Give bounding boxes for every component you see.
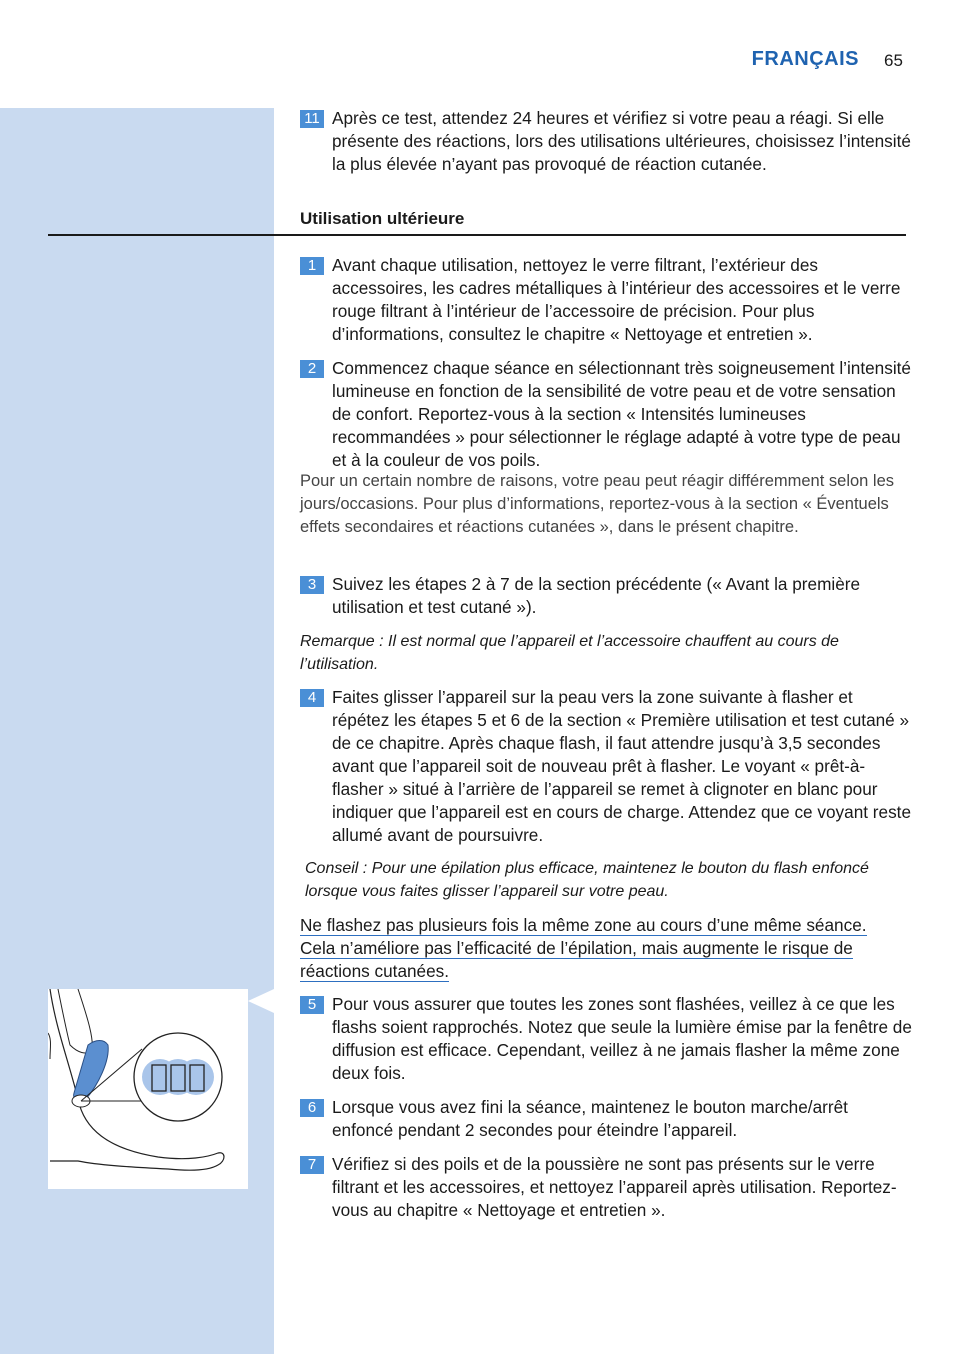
language-header: FRANÇAIS	[751, 48, 859, 70]
step-number-badge: 7	[300, 1156, 324, 1174]
step-text: Avant chaque utilisation, nettoyez le verre filtrant, l’extérieur des accessoires, les cadres métalliques à l’intérieur des accessoires et le verre rouge filtrant à l’intérieur de l’accessoire de précision. Pour plus d’informations, consultez le chapitre « Nettoyage et entretien ».	[332, 255, 901, 344]
step-1	[300, 254, 912, 346]
tip-note: Conseil : Pour une épilation plus efficace, maintenez le bouton du flash enfoncé lorsque vous faites glisser l’appareil sur votre peau.	[305, 860, 869, 900]
step-text: Après ce test, attendez 24 heures et vérifiez si votre peau a réagi. Si elle présente des réactions, lors des utilisations ultérieures, choisissez l’intensité la plus élevée n’ayant pas provoqué de réaction cutanée.	[332, 108, 911, 174]
remark-note: Remarque : Il est normal que l’appareil et l’accessoire chauffent au cours de l’utilisation.	[300, 633, 839, 673]
step-number-badge: 5	[300, 996, 324, 1014]
warning-line: réactions cutanées.	[300, 961, 450, 981]
step-number-badge: 3	[300, 576, 324, 594]
step-text: Commencez chaque séance en sélectionnant très soigneusement l’intensité lumineuse en fonction de la sensibilité de votre peau et de votre sensation de confort. Reportez-vous à la section « Intensités lumineuses recommandées » pour sélectionner le réglage adapté à votre type de peau et à la couleur de vos poils.	[332, 358, 911, 470]
step-text: Faites glisser l’appareil sur la peau vers la zone suivante à flasher et répétez les étapes 5 et 6 de la section « Première utilisation et test cutané » de ce chapitre. Après chaque flash, il faut attendre jusqu’à 3,5 secondes avant que l’appareil soit de nouveau prêt à flasher. Le voyant « prêt-à-flasher » situé à l’arrière de l’appareil se remet à clignoter en blanc pour indiquer que l’appareil est en cours de charge. Attendez que ce voyant reste allumé avant de poursuivre.	[332, 687, 912, 845]
step-text: Suivez les étapes 2 à 7 de la section précédente (« Avant la première utilisation et test cutané »).	[332, 574, 861, 617]
illustration-leg-device	[48, 989, 248, 1189]
step-number-badge: 11	[300, 110, 324, 128]
step-number-badge: 6	[300, 1099, 324, 1117]
step-7	[300, 1153, 912, 1222]
section-title: Utilisation ultérieure	[300, 209, 465, 228]
step-4	[300, 686, 912, 847]
page-number: 65	[884, 51, 903, 70]
step-text: Vérifiez si des poils et de la poussière ne sont pas présents sur le verre filtrant et les accessoires, et nettoyez l’appareil après utilisation. Reportez-vous au chapitre « Nettoyage et entretien ».	[332, 1154, 897, 1220]
step-number-badge: 2	[300, 360, 324, 378]
step-5	[300, 993, 912, 1085]
warning-line: Ne flashez pas plusieurs fois la même zone au cours d’une même séance.	[300, 915, 867, 935]
step-11	[300, 107, 912, 176]
warning-line: Cela n’améliore pas l’efficacité de l’épilation, mais augmente le risque de	[300, 938, 853, 958]
step-number-badge: 4	[300, 689, 324, 707]
step-number-badge: 1	[300, 257, 324, 275]
step-text: Lorsque vous avez fini la séance, maintenez le bouton marche/arrêt enfoncé pendant 2 secondes pour éteindre l’appareil.	[332, 1097, 848, 1140]
step-6	[300, 1096, 912, 1142]
illustration-pointer	[248, 989, 274, 1013]
step-3	[300, 573, 912, 619]
section-divider	[48, 234, 906, 236]
step-text: Pour vous assurer que toutes les zones sont flashées, veillez à ce que les flashs soient rapprochés. Notez que seule la lumière émise par la fenêtre de diffusion est efficace. Cependant, veillez à ne jamais flasher la même zone deux fois.	[332, 994, 912, 1083]
warning-block	[300, 914, 908, 983]
info-paragraph: Pour un certain nombre de raisons, votre peau peut réagir différemment selon les jours/occasions. Pour plus d’informations, reportez-vous à la section « Éventuels effets secondaires et réactions cutanées », dans le présent chapitre.	[300, 472, 895, 536]
step-2	[300, 357, 912, 472]
